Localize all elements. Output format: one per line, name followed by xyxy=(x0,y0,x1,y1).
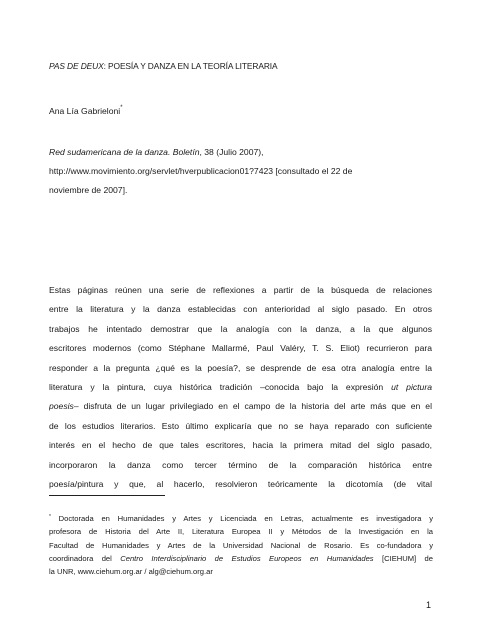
body-line xyxy=(49,397,432,416)
citation-journal: Red sudamericana de la danza. Boletín xyxy=(49,147,200,157)
body-line: trabajos he intentado demostrar que la analogía con la danza, a la que algunos xyxy=(49,323,432,334)
title-rest: : POESÍA Y DANZA EN LA TEORÍA LITERARIA xyxy=(103,61,278,71)
footnote-centre-name: Centro Interdisciplinario de Estudios Europeos en Humanidades xyxy=(120,553,374,563)
body-paragraph xyxy=(49,281,432,494)
citation-issue: , 38 (Julio 2007), xyxy=(199,147,264,157)
citation-line-1 xyxy=(49,143,439,162)
body-line: responder a la pregunta ¿qué es la poesía?, se desprende de esa otra analogía entre la xyxy=(49,362,432,373)
body-line: de los estudios literarios. Esto último explicaría que no se haya reparado con suficiente xyxy=(49,420,432,431)
author-footnote-mark: * xyxy=(120,105,123,111)
poesis-italic: poesis xyxy=(49,401,74,412)
footnote-line: Facultad de Humanidades y Artes de la Universidad Nacional de Rosario. Es co-fundadora y xyxy=(49,540,433,550)
body-line: Estas páginas reúnen una serie de reflexiones a partir de la búsqueda de relaciones xyxy=(49,285,432,295)
footnote-line: la UNR, www.ciehum.org.ar / alg@ciehum.org.ar xyxy=(49,567,213,577)
citation xyxy=(49,143,439,200)
footnote-line xyxy=(49,552,433,565)
footnote-line-4a: coordinadora del xyxy=(49,553,121,563)
author-line xyxy=(49,106,123,116)
body-line: interés en el hecho de que tales escritores, hacia la primera mitad del siglo pasado, xyxy=(49,440,432,451)
body-line: poesía/pintura y que, al hacerlo, resolvieron teóricamente la dicotomía (de vital xyxy=(49,478,432,489)
footnote xyxy=(49,512,433,578)
body-line: incorporaron la danza como tercer término de la comparación histórica entre xyxy=(49,459,432,470)
body-line: escritores modernos (como Stéphane Mallarmé, Paul Valéry, T. S. Eliot) recurrieron para xyxy=(49,343,432,354)
footnote-line-4c: [CIEHUM] de xyxy=(373,553,433,563)
citation-line-3: noviembre de 2007]. xyxy=(49,185,128,195)
body-line-6a: literatura y la pintura, cuya histórica tradición –conocida bajo la expresión xyxy=(49,381,392,392)
body-line-7b: – disfruta de un lugar privilegiado en el campo de la historia del arte más que en el xyxy=(73,401,432,412)
footnote-line-1-text: Doctorada en Humanidades y Artes y Licenciada en Letras, actualmente es investigadora y xyxy=(50,514,433,523)
body-line xyxy=(49,378,432,397)
article-title xyxy=(49,61,278,71)
author-name: Ana Lía Gabrieloni xyxy=(49,106,121,116)
footnote-line: profesora de Historia del Arte II, Literatura Europea II y Métodos de la Investigación en la xyxy=(49,527,433,537)
title-italic-part: PAS DE DEUX xyxy=(49,61,104,71)
footnote-mark: * xyxy=(49,514,51,520)
ut-pictura-italic: ut pictura xyxy=(391,381,432,392)
body-line: entre la literatura y la danza establecidas con anterioridad al siglo pasado. En otros xyxy=(49,304,432,315)
page-number: 1 xyxy=(426,600,432,610)
footnote-line xyxy=(49,512,433,525)
footnote-separator xyxy=(49,495,165,496)
citation-line-2: http://www.movimiento.org/servlet/hverpublicacion01?7423 [consultado el 22 de xyxy=(49,166,353,176)
